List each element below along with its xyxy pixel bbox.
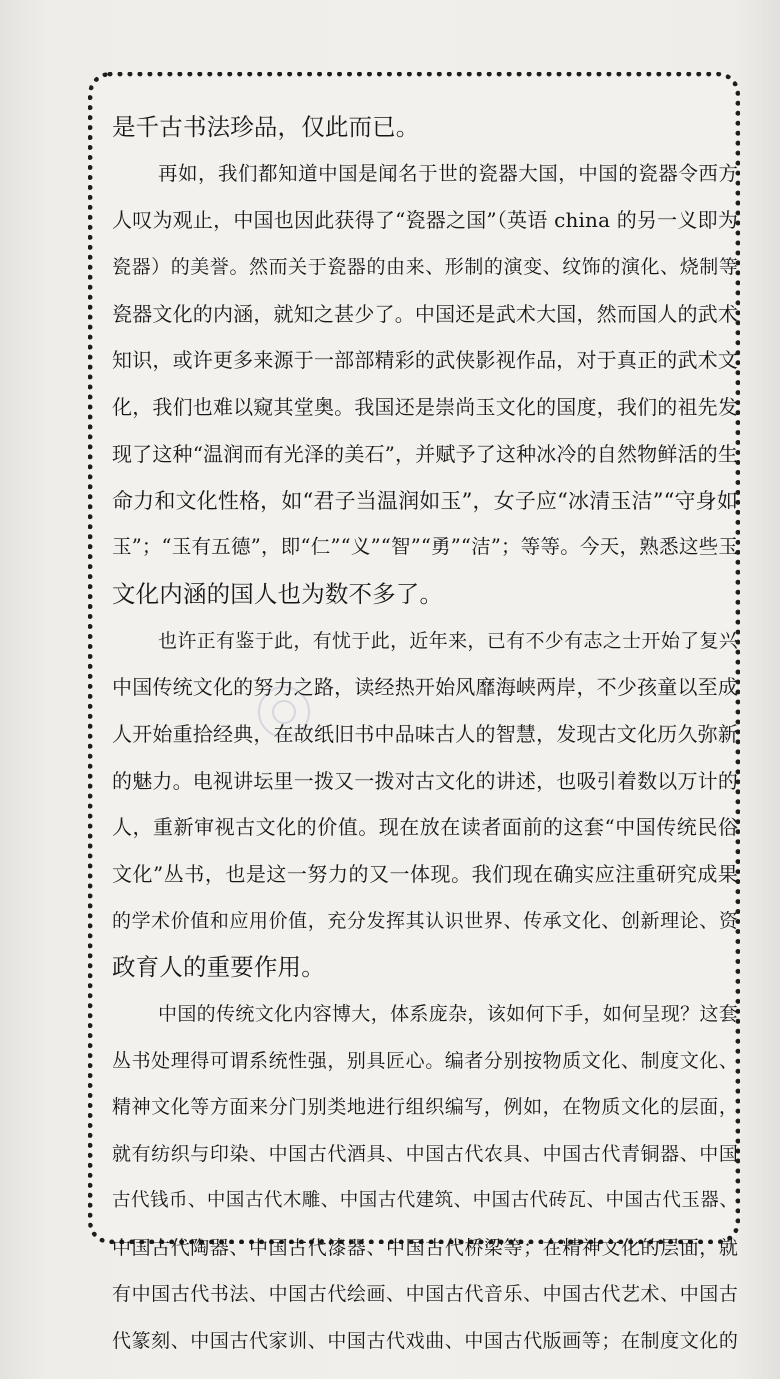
- text-line: 文化内涵的国人也为数不多了。: [112, 579, 444, 608]
- text-line: 的学术价值和应用价值，充分发挥其认识世界、传承文化、创新理论、资: [112, 909, 738, 932]
- text-line: 文化”丛书，也是这一努力的又一体现。我们现在确实应注重研究成果: [112, 862, 738, 886]
- text-line: 是千古书法珍品，仅此而已。: [112, 113, 420, 141]
- text-line: 的魅力。电视讲坛里一拨又一拨对古文化的讲述，也吸引着数以万计的: [112, 768, 738, 793]
- text-line: 有中国古代书法、中国古代绘画、中国古代音乐、中国古代艺术、中国古: [112, 1283, 738, 1306]
- body-text: [112, 104, 738, 1365]
- text-line: 丛书处理得可谓系统性强，别具匠心。编者分别按物质文化、制度文化、: [112, 1049, 738, 1072]
- text-line: 瓷器）的美誉。然而关于瓷器的由来、形制的演变、纹饰的演化、烧制等: [112, 256, 738, 279]
- text-line: 精神文化等方面来分门别类地进行组织编写，例如，在物质文化的层面，: [112, 1096, 738, 1119]
- text-line: 政育人的重要作用。: [112, 953, 325, 982]
- text-line: 就有纺织与印染、中国古代酒具、中国古代农具、中国古代青铜器、中国: [112, 1143, 738, 1166]
- text-line: 化，我们也难以窥其堂奥。我国还是崇尚玉文化的国度，我们的祖先发: [112, 395, 738, 420]
- text-line: 人，重新审视古文化的价值。现在放在读者面前的这套“中国传统民俗: [112, 815, 738, 840]
- text-line: 玉”；“玉有五德”，即“仁”“义”“智”“勇”“洁”；等等。今天，熟悉这些玉: [112, 535, 738, 559]
- text-line: 人开始重拾经典，在故纸旧书中品味古人的智慧，发现古文化历久弥新: [112, 721, 738, 746]
- text-line: 再如，我们都知道中国是闻名于世的瓷器大国，中国的瓷器令西方: [158, 161, 738, 185]
- text-line: 也许正有鉴于此，有忧于此，近年来，已有不少有志之士开始了复兴: [158, 629, 738, 652]
- text-line: 知识，或许更多来源于一部部精彩的武侠影视作品，对于真正的武术文: [112, 348, 738, 373]
- text-line: 命力和文化性格，如“君子当温润如玉”，女子应“冰清玉洁”“守身如: [112, 488, 738, 513]
- text-line: 中国传统文化的努力之路，读经热开始风靡海峡两岸，不少孩童以至成: [112, 675, 738, 700]
- text-line: 代篆刻、中国古代家训、中国古代戏曲、中国古代版画等；在制度文化的: [112, 1329, 738, 1352]
- text-line: 中国古代陶器、中国古代漆器、中国古代桥梁等；在精神文化的层面，就: [112, 1236, 738, 1259]
- text-line: 古代钱币、中国古代木雕、中国古代建筑、中国古代砖瓦、中国古代玉器、: [112, 1189, 738, 1211]
- text-line: 现了这种“温润而有光泽的美石”，并赋予了这种冰冷的自然物鲜活的生: [112, 441, 738, 466]
- text-line: 瓷器文化的内涵，就知之甚少了。中国还是武术大国，然而国人的武术: [112, 301, 738, 326]
- text-line: 中国的传统文化内容博大，体系庞杂，该如何下手，如何呈现？这套: [158, 1003, 738, 1026]
- text-line: 人叹为观止，中国也因此获得了“瓷器之国”（英语 china 的另一义即为: [112, 208, 738, 233]
